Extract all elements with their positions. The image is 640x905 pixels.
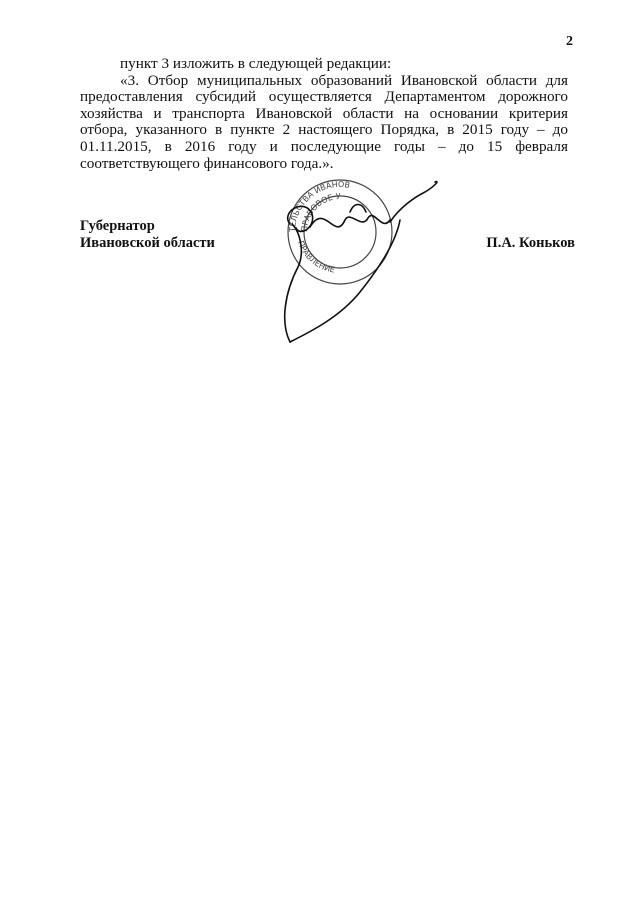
- signer-name: П.А. Коньков: [486, 235, 575, 251]
- stamp-and-signature: [250, 172, 450, 352]
- stamp-text-mid: ПРАВОВОЕ У: [299, 191, 341, 233]
- position-title-line1: Губернатор: [80, 218, 155, 234]
- svg-text:ПРАВЛЕНИЕ: [296, 239, 336, 274]
- stamp-text-bottom: ПРАВЛЕНИЕ: [296, 239, 336, 275]
- stamp-text-top: ТЕЛЬСТВА ИВАНОВ: [287, 179, 351, 233]
- page-number: 2: [566, 34, 573, 49]
- amendment-paragraph: «3. Отбор муниципальных образований Ивановской области для предоставления субсидий осуществляется Департаментом дорожного хозяйства и транспорта Ивановской области на основании критерия отбора, указанного в пункте 2 настоящего Порядка, в 2015 году – до 01.11.2015, в 2016 году и последующие годы – до 15 февраля соответствующего финансового года.».: [80, 71, 568, 172]
- lead-line: пункт 3 изложить в следующей редакции:: [120, 55, 392, 72]
- document-body: [80, 56, 568, 172]
- position-title-line2: Ивановской области: [80, 235, 215, 251]
